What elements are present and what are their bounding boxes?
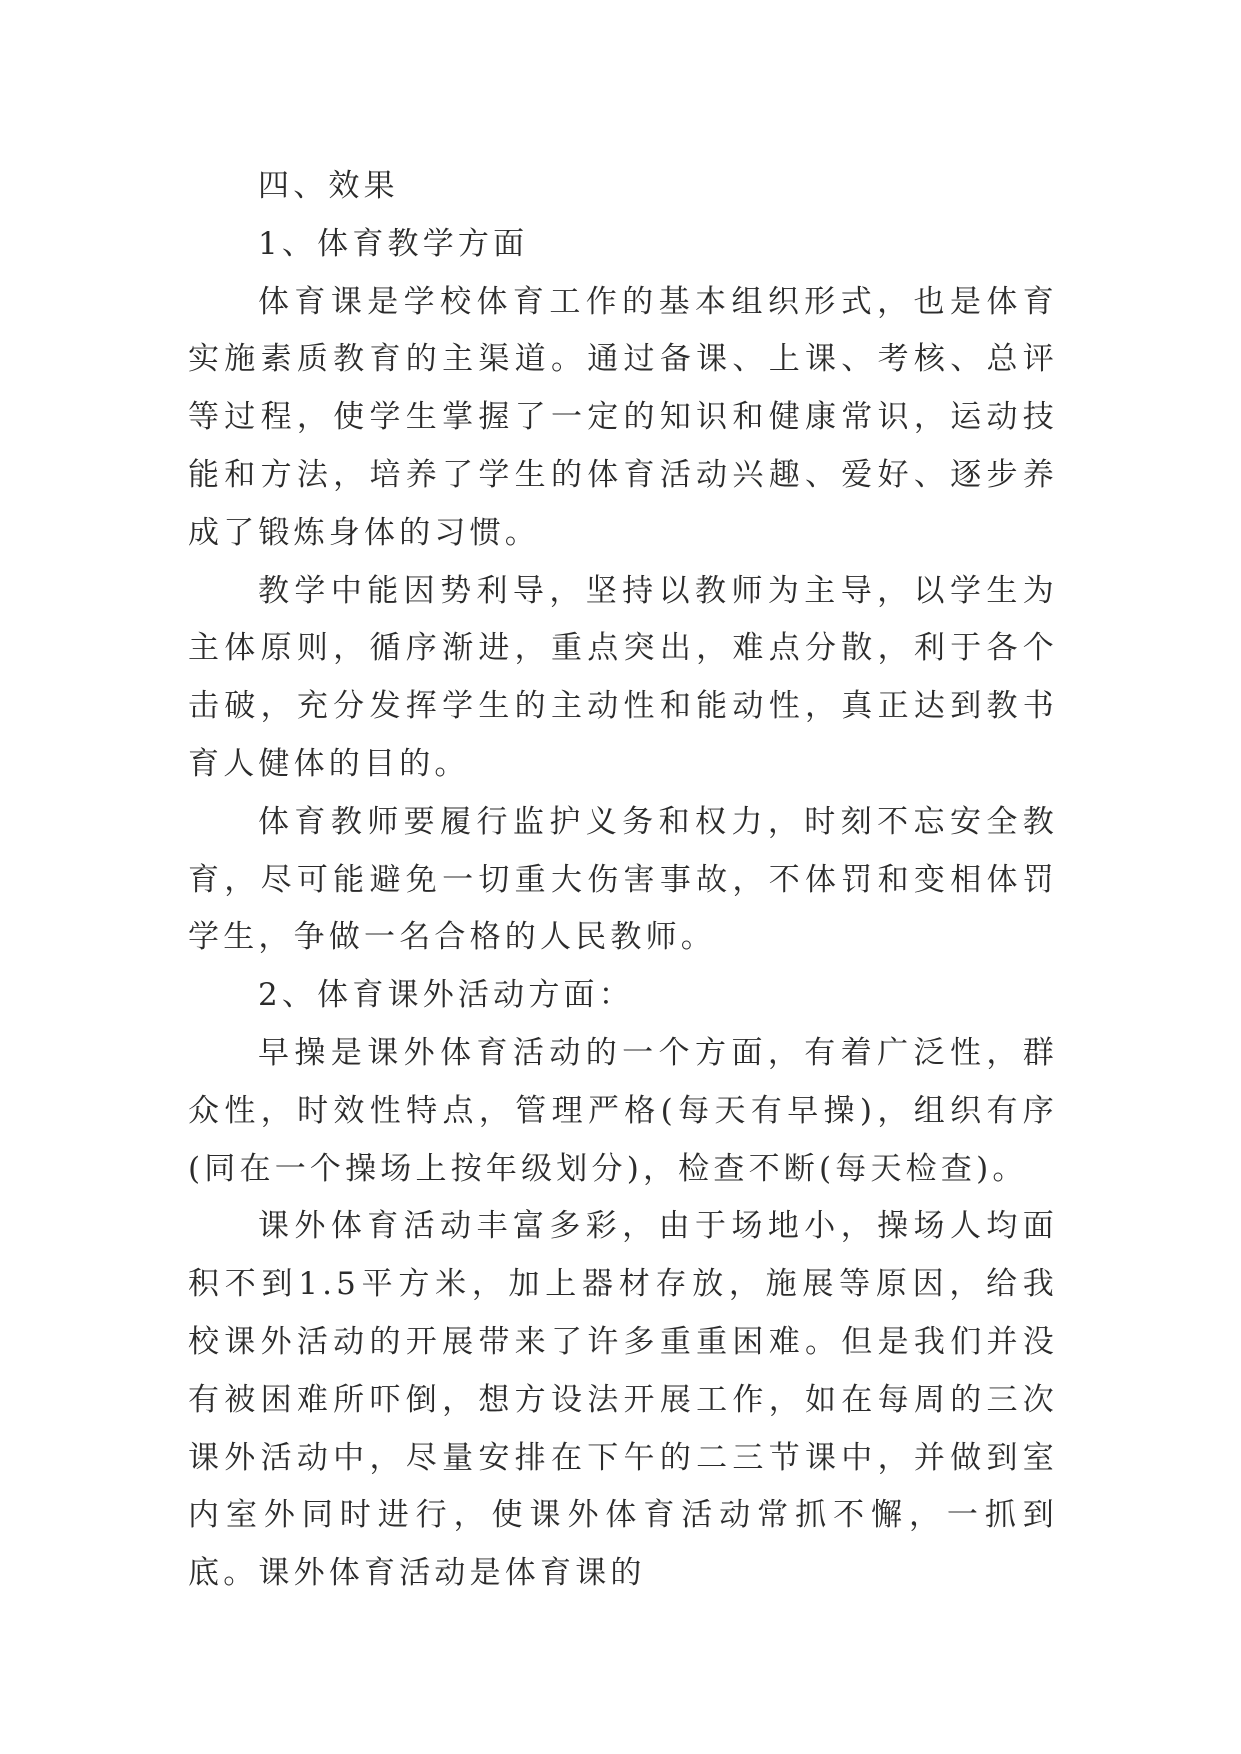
paragraph: 教学中能因势利导，坚持以教师为主导，以学生为主体原则，循序渐进，重点突出，难点分散，利于各个击破，充分发挥学生的主动性和能动性，真正达到教书育人健体的目的。: [188, 572, 1058, 782]
paragraph: 体育课是学校体育工作的基本组织形式，也是体育实施素质教育的主渠道。通过备课、上课、考核、总评等过程，使学生掌握了一定的知识和健康常识，运动技能和方法，培养了学生的体育活动兴趣、爱好、逐步养成了锻炼身体的习惯。: [188, 283, 1058, 551]
document-body: [188, 158, 1058, 1603]
section-heading: 四、效果: [258, 168, 399, 204]
paragraph: 课外体育活动丰富多彩，由于场地小，操场人均面积不到1.5平方米，加上器材存放，施展等原因，给我校课外活动的开展带来了许多重重困难。但是我们并没有被困难所吓倒，想方设法开展工作，如在每周的三次课外活动中，尽量安排在下午的二三节课中，并做到室内室外同时进行，使课外体育活动常抓不懈，一抓到底。课外体育活动是体育课的: [188, 1208, 1058, 1592]
paragraph: 早操是课外体育活动的一个方面，有着广泛性，群众性，时效性特点，管理严格(每天有早操)，组织有序(同在一个操场上按年级划分)，检查不断(每天检查)。: [188, 1034, 1058, 1187]
subsection-heading-teaching: 1、体育教学方面: [258, 225, 529, 262]
subsection-heading-activities: 2、体育课外活动方面：: [258, 977, 634, 1014]
paragraph: 体育教师要履行监护义务和权力，时刻不忘安全教育，尽可能避免一切重大伤害事故，不体罚和变相体罚学生，争做一名合格的人民教师。: [188, 803, 1058, 956]
